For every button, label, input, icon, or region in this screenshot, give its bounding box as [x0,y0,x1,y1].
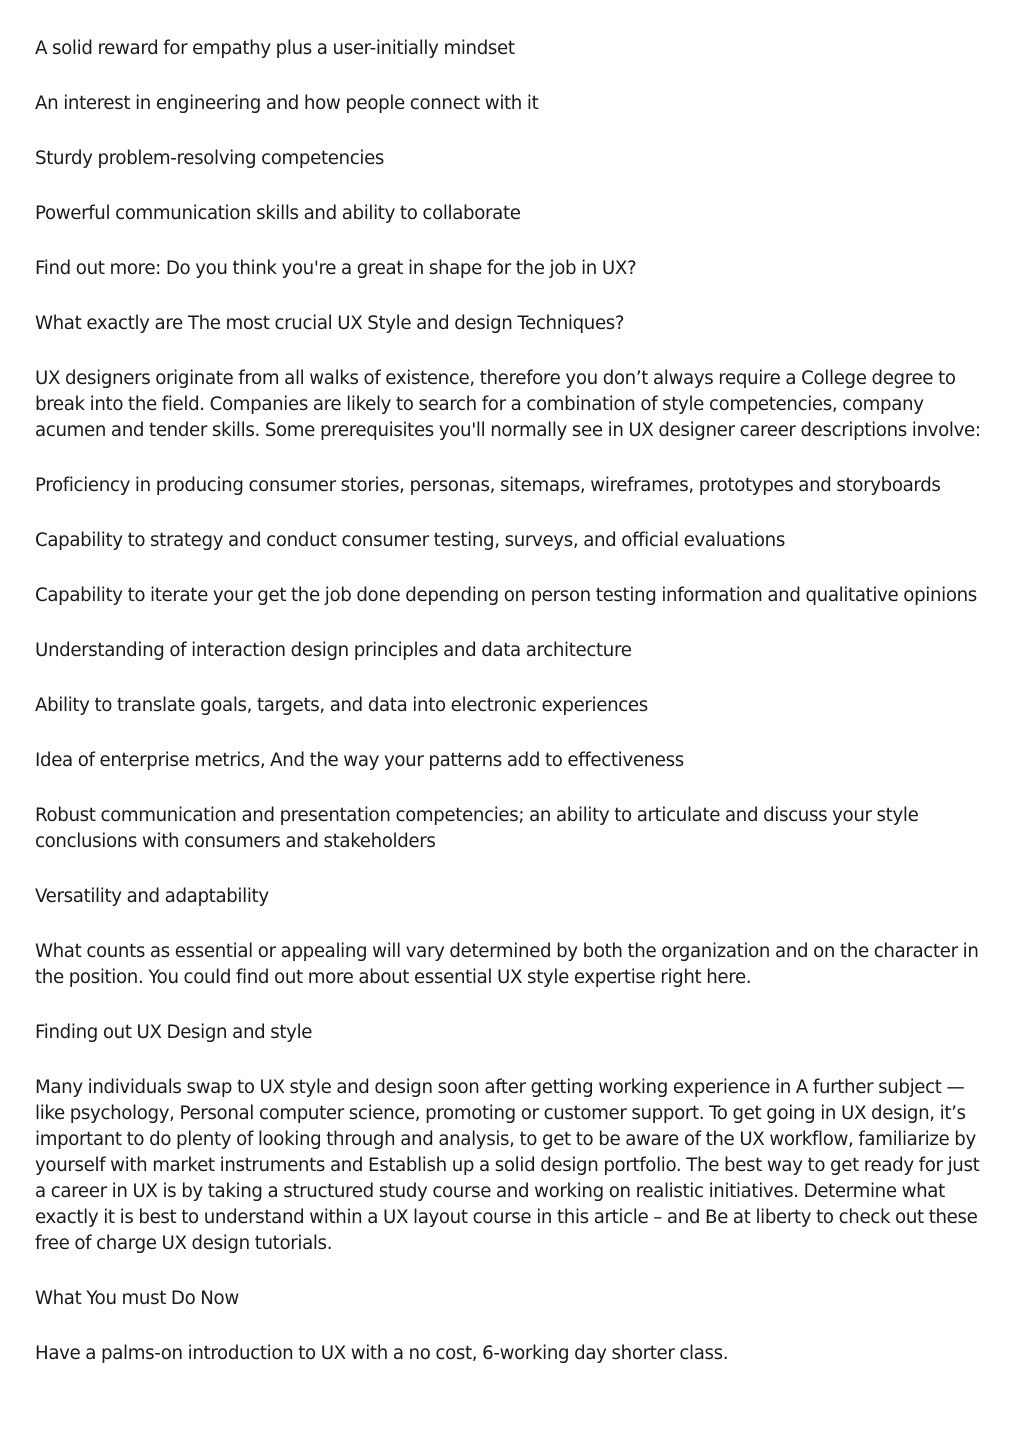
paragraph: Powerful communication skills and ability to collaborate [35,203,521,224]
paragraph: Robust communication and presentation competencies; an ability to articulate and discuss your style conclusions with consumers and stakeholders [35,805,919,852]
paragraph: UX designers originate from all walks of existence, therefore you don’t always require a College degree to break into the field. Companies are likely to search for a combination of style competencies, company acumen and tender skills. Some prerequisites you'll normally see in UX designer career descriptions involve: [35,368,981,441]
paragraph: An interest in engineering and how people connect with it [35,93,539,114]
paragraph: Finding out UX Design and style [35,1022,313,1043]
paragraph: Understanding of interaction design principles and data architecture [35,640,632,661]
paragraph: A solid reward for empathy plus a user-initially mindset [35,38,515,59]
paragraph: Idea of enterprise metrics, And the way your patterns add to effectiveness [35,750,684,771]
paragraph: Find out more: Do you think you're a great in shape for the job in UX? [35,258,637,279]
paragraph: Ability to translate goals, targets, and data into electronic experiences [35,695,648,716]
paragraph: Sturdy problem-resolving competencies [35,148,385,169]
paragraph: What counts as essential or appealing will vary determined by both the organization and on the character in the position. You could find out more about essential UX style expertise right here. [35,941,979,988]
paragraph: Versatility and adaptability [35,886,269,907]
paragraph: Capability to strategy and conduct consumer testing, surveys, and official evaluations [35,530,785,551]
paragraph: What exactly are The most crucial UX Style and design Techniques? [35,313,625,334]
paragraph: Capability to iterate your get the job done depending on person testing information and qualitative opinions [35,585,977,606]
paragraph: Have a palms-on introduction to UX with a no cost, 6-working day shorter class. [35,1343,729,1364]
paragraph: Proficiency in producing consumer stories, personas, sitemaps, wireframes, prototypes and storyboards [35,475,941,496]
paragraph: Many individuals swap to UX style and design soon after getting working experience in A further subject — like psychology, Personal computer science, promoting or customer support. To get going in UX design, it’s important to do plenty of looking through and analysis, to get to be aware of the UX workflow, familiarize by yourself with market instruments and Establish up a solid design portfolio. The best way to get ready for just a career in UX is by taking a structured study course and working on realistic initiatives. Determine what exactly it is best to understand within a UX layout course in this article – and Be at liberty to check out these free of charge UX design tutorials. [35,1077,980,1254]
paragraph: What You must Do Now [35,1288,239,1309]
document-body [35,36,995,1396]
